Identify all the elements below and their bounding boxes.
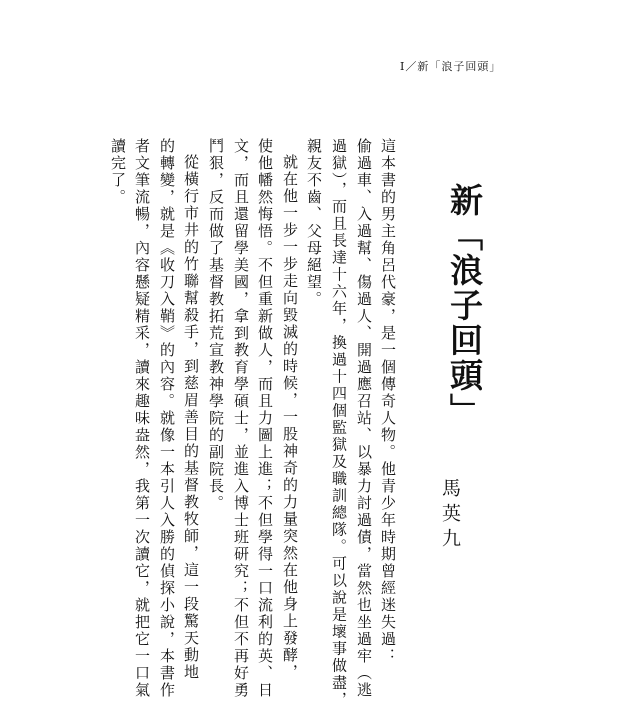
author-name: 馬英九 (439, 478, 461, 553)
body-line-12: 讀完了。 (109, 138, 127, 206)
body-line-1: 這本書的男主角呂代豪，是一個傳奇人物。他青少年時期曾經迷失過： (379, 138, 397, 665)
body-line-5: 就在他一步一步走向毀滅的時候，一股神奇的力量突然在他身上發酵， (281, 154, 299, 681)
running-header: I／新「浪子回頭」 (400, 60, 502, 73)
body-line-6: 使他幡然悔悟。不但重新做人，而且力圖上進；不但學得一口流利的英、日 (256, 138, 274, 699)
body-line-10: 的轉變，就是《收刀入鞘》的內容。就像一本引人入勝的偵探小說，本書作 (158, 138, 176, 699)
body-line-2: 偷過車、入過幫、傷過人、開過應召站、以暴力討過債，當然也坐過牢（逃 (355, 138, 373, 699)
body-line-7: 文，而且還留學美國，拿到教育學碩士，並進入博士班研究；不但不再好勇 (232, 138, 250, 699)
body-line-4: 親友不齒、父母絕望。 (305, 138, 323, 308)
body-line-11: 者文筆流暢，內容懸疑精采，讀來趣味盎然，我第一次讀它，就把它一口氣 (133, 138, 151, 699)
chapter-title: 新「浪子回頭」 (445, 183, 484, 428)
body-line-9: 從橫行市井的竹聯幫殺手，到慈眉善目的基督教牧師，這一段驚天動地 (182, 154, 200, 681)
body-line-8: 鬥狠，反而做了基督教拓荒宣教神學院的副院長。 (207, 138, 225, 512)
body-line-3: 過獄），而且長達十六年，換過十四個監獄及職訓總隊。可以說是壞事做盡， (330, 138, 348, 709)
